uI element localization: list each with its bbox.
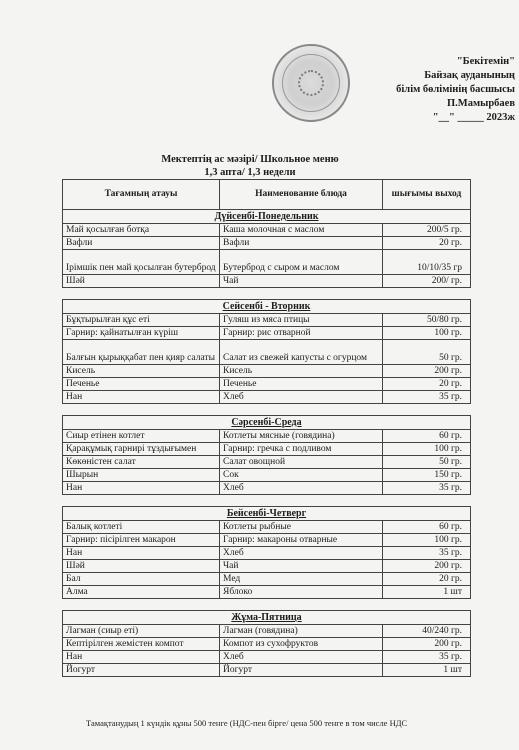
header-dish-kz: Тағамның атауы — [63, 180, 220, 210]
menu-row — [63, 534, 471, 547]
approval-district: Байзақ ауданының — [424, 70, 515, 81]
day-header-row — [63, 210, 471, 224]
dish-name-ru: Компот из сухофруктов — [220, 638, 383, 651]
menu-row — [63, 586, 471, 599]
dish-yield: 50 гр. — [383, 456, 471, 469]
day-name: Сейсенбі - Вторник — [63, 300, 471, 314]
day-header-row — [63, 611, 471, 625]
dish-name-kz: Нан — [63, 651, 220, 664]
day-header-row — [63, 507, 471, 521]
dish-name-ru: Сок — [220, 469, 383, 482]
dish-yield: 200/ гр. — [383, 275, 471, 288]
dish-yield: 100 гр. — [383, 534, 471, 547]
dish-yield: 60 гр. — [383, 521, 471, 534]
menu-row — [63, 224, 471, 237]
dish-yield: 100 гр. — [383, 327, 471, 340]
day-spacer-cell — [63, 495, 471, 507]
menu-row — [63, 482, 471, 495]
dish-yield: 20 гр. — [383, 237, 471, 250]
header-yield: шығымы выход — [383, 180, 471, 210]
dish-name-kz: Лагман (сиыр еті) — [63, 625, 220, 638]
dish-name-ru: Хлеб — [220, 547, 383, 560]
dish-name-ru: Яблоко — [220, 586, 383, 599]
dish-name-ru: Печенье — [220, 378, 383, 391]
dish-name-kz: Гарнир: қайнатылған күріш — [63, 327, 220, 340]
day-spacer — [63, 404, 471, 416]
dish-name-kz: Көкөністен салат — [63, 456, 220, 469]
day-name: Жұма-Пятница — [63, 611, 471, 625]
dish-name-kz: Шырын — [63, 469, 220, 482]
approval-heading: "Бекітемін" — [456, 56, 515, 67]
day-header-row — [63, 416, 471, 430]
menu-row — [63, 625, 471, 638]
dish-name-ru: Гарнир: гречка с подливом — [220, 443, 383, 456]
approval-date: "__" _____ 2023ж — [432, 112, 515, 123]
menu-row — [63, 237, 471, 250]
menu-title — [120, 153, 380, 179]
menu-table — [62, 179, 471, 677]
dish-yield: 20 гр. — [383, 378, 471, 391]
dish-name-ru: Гарнир: рис отварной — [220, 327, 383, 340]
dish-name-kz: Шәй — [63, 275, 220, 288]
dish-name-kz: Шәй — [63, 560, 220, 573]
menu-body — [63, 210, 471, 677]
dish-name-kz: Сиыр етінен котлет — [63, 430, 220, 443]
day-spacer-cell — [63, 599, 471, 611]
menu-row — [63, 560, 471, 573]
menu-row — [63, 250, 471, 275]
menu-row — [63, 430, 471, 443]
menu-row — [63, 378, 471, 391]
dish-yield: 40/240 гр. — [383, 625, 471, 638]
dish-name-kz: Нан — [63, 482, 220, 495]
dish-name-kz: Ірімшік пен май қосылған бутерброд — [63, 250, 220, 275]
dish-name-kz: Бұқтырылған құс еті — [63, 314, 220, 327]
dish-name-ru: Котлеты рыбные — [220, 521, 383, 534]
menu-row — [63, 443, 471, 456]
menu-row — [63, 547, 471, 560]
approval-name: П.Мамырбаев — [447, 98, 515, 109]
dish-name-ru: Хлеб — [220, 482, 383, 495]
menu-row — [63, 327, 471, 340]
dish-name-ru: Чай — [220, 560, 383, 573]
menu-row — [63, 469, 471, 482]
dish-name-kz: Йогурт — [63, 664, 220, 677]
dish-yield: 1 шт — [383, 586, 471, 599]
dish-name-ru: Лагман (говядина) — [220, 625, 383, 638]
day-name: Сәрсенбі-Среда — [63, 416, 471, 430]
day-name: Дүйсенбі-Понедельник — [63, 210, 471, 224]
dish-yield: 100 гр. — [383, 443, 471, 456]
dish-yield: 200 гр. — [383, 365, 471, 378]
menu-row — [63, 391, 471, 404]
dish-name-kz: Қарақұмық гарнирі тұздығымен — [63, 443, 220, 456]
menu-row — [63, 638, 471, 651]
day-header-row — [63, 300, 471, 314]
dish-name-kz: Май қосылған ботқа — [63, 224, 220, 237]
day-spacer — [63, 495, 471, 507]
menu-title-main: Мектептің ас мәзірі/ Школьное меню — [161, 154, 339, 165]
menu-row — [63, 365, 471, 378]
dish-name-ru: Котлеты мясные (говядина) — [220, 430, 383, 443]
dish-yield: 150 гр. — [383, 469, 471, 482]
menu-title-weeks: 1,3 апта/ 1,3 недели — [204, 167, 296, 178]
menu-row — [63, 573, 471, 586]
dish-yield: 60 гр. — [383, 430, 471, 443]
dish-name-kz: Вафли — [63, 237, 220, 250]
dish-yield: 35 гр. — [383, 547, 471, 560]
dish-yield: 200/5 гр. — [383, 224, 471, 237]
menu-row — [63, 275, 471, 288]
dish-name-ru: Гарнир: макароны отварные — [220, 534, 383, 547]
dish-name-kz: Балық котлеті — [63, 521, 220, 534]
dish-name-kz: Балғын қырыққабат пен қияр салаты — [63, 340, 220, 365]
dish-name-kz: Нан — [63, 547, 220, 560]
price-note: Тамақтанудың 1 күндік құны 500 тенге (НДС-пен бірге/ цена 500 тенге в том числе НДС — [86, 718, 408, 728]
dish-name-ru: Салат из свежей капусты с огурцом — [220, 340, 383, 365]
dish-yield: 35 гр. — [383, 391, 471, 404]
dish-yield: 10/10/35 гр — [383, 250, 471, 275]
dish-yield: 200 гр. — [383, 560, 471, 573]
dish-yield: 20 гр. — [383, 573, 471, 586]
dish-name-ru: Мед — [220, 573, 383, 586]
menu-row — [63, 651, 471, 664]
menu-row — [63, 664, 471, 677]
dish-name-kz: Бал — [63, 573, 220, 586]
menu-row — [63, 340, 471, 365]
dish-name-ru: Кисель — [220, 365, 383, 378]
dish-name-ru: Гуляш из мяса птицы — [220, 314, 383, 327]
dish-name-ru: Вафли — [220, 237, 383, 250]
menu-row — [63, 456, 471, 469]
day-spacer — [63, 599, 471, 611]
dish-name-ru: Чай — [220, 275, 383, 288]
dish-name-ru: Салат овощной — [220, 456, 383, 469]
header-dish-ru: Наименование блюда — [220, 180, 383, 210]
dish-yield: 35 гр. — [383, 651, 471, 664]
approval-position: білім бөлімінің басшысы — [396, 84, 515, 95]
dish-name-kz: Нан — [63, 391, 220, 404]
menu-row — [63, 521, 471, 534]
dish-name-ru: Хлеб — [220, 651, 383, 664]
dish-name-ru: Хлеб — [220, 391, 383, 404]
dish-name-kz: Кептірілген жемістен компот — [63, 638, 220, 651]
day-spacer-cell — [63, 288, 471, 300]
dish-yield: 50 гр. — [383, 340, 471, 365]
day-spacer-cell — [63, 404, 471, 416]
dish-name-kz: Гарнир: пісірілген макарон — [63, 534, 220, 547]
dish-name-ru: Йогурт — [220, 664, 383, 677]
menu-row — [63, 314, 471, 327]
approval-block — [330, 55, 515, 125]
dish-name-kz: Печенье — [63, 378, 220, 391]
day-name: Бейсенбі-Четверг — [63, 507, 471, 521]
dish-yield: 50/80 гр. — [383, 314, 471, 327]
dish-yield: 200 гр. — [383, 638, 471, 651]
dish-name-kz: Кисель — [63, 365, 220, 378]
day-spacer — [63, 288, 471, 300]
dish-name-ru: Каша молочная с маслом — [220, 224, 383, 237]
dish-name-ru: Бутерброд с сыром и маслом — [220, 250, 383, 275]
dish-yield: 35 гр. — [383, 482, 471, 495]
dish-name-kz: Алма — [63, 586, 220, 599]
dish-yield: 1 шт — [383, 664, 471, 677]
